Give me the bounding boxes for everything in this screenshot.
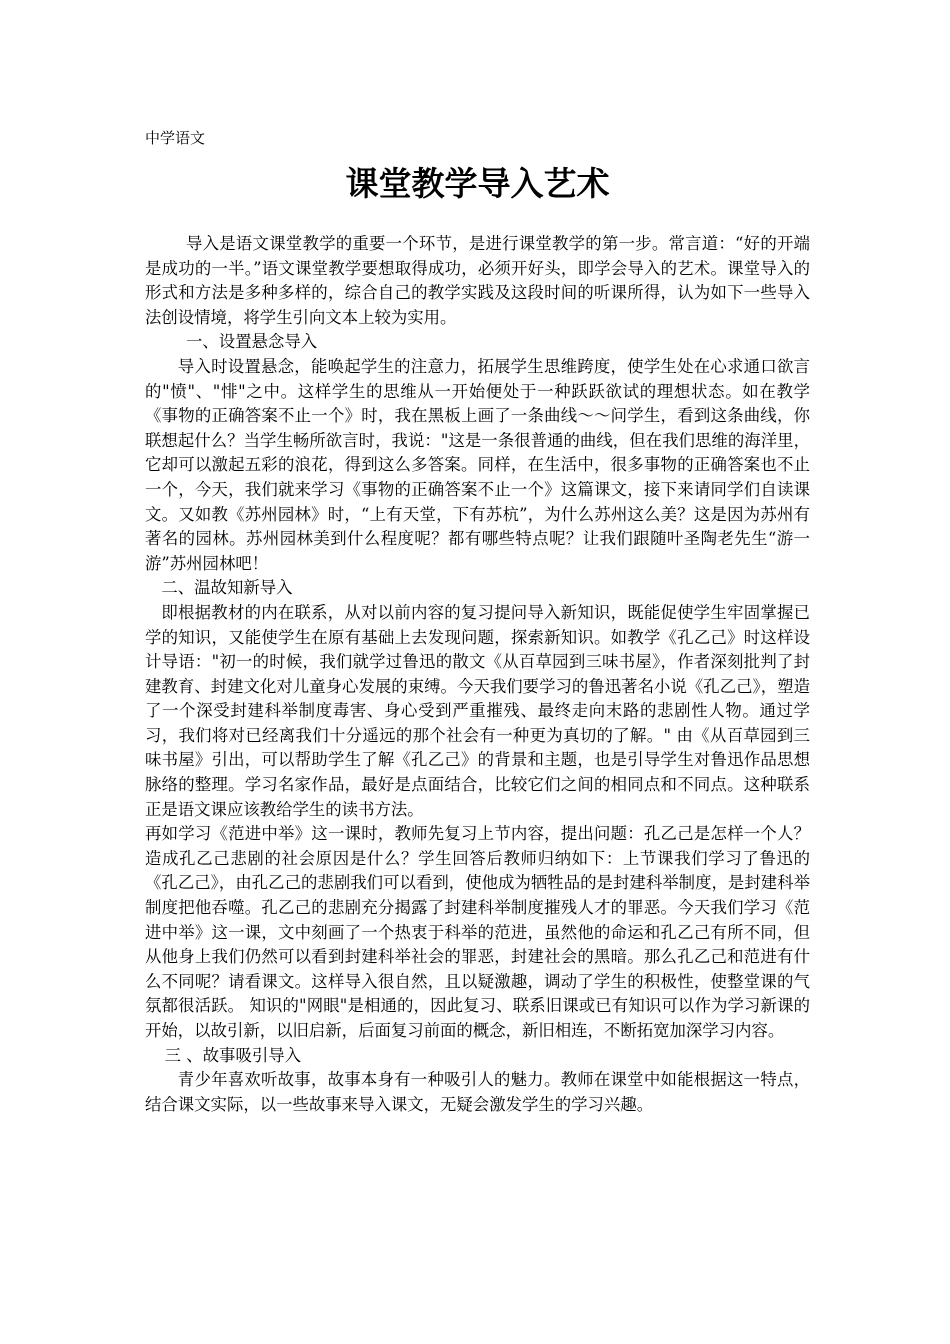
paragraph: 青少年喜欢听故事，故事本身有一种吸引人的魅力。教师在课堂中如能根据这一特点，结合课文实际，以一些故事来导入课文，无疑会激发学生的学习兴趣。	[145, 1070, 810, 1114]
paragraph: 导入时设置悬念，能唤起学生的注意力，拓展学生思维跨度，使学生处在心求通口欲言的"愤"、"悱"之中。这样学生的思维从一开始便处于一种跃跃欲试的理想状态。如在教学《事物的正确答案不止一个》时，我在黑板上画了一条曲线～～问学生，看到这条曲线，你联想起什么？当学生畅所欲言时，我说："这是一条很普通的曲线，但在我们思维的海洋里，它却可以激起五彩的浪花，得到这么多答案。同样，在生活中，很多事物的正确答案也不止一个，今天，我们就来学习《事物的正确答案不止一个》这篇课文，接下来请同学们自读课文。又如教《苏州园林》时，“上有天堂，下有苏杭”，为什么苏州这么美？这是因为苏州有著名的园林。苏州园林美到什么程度呢？都有哪些特点呢？让我们跟随叶圣陶老先生“游一游”苏州园林吧！	[145, 356, 810, 573]
paragraph: 再如学习《范进中举》这一课时，教师先复习上节内容，提出问题：孔乙己是怎样一个人？造成孔乙己悲剧的社会原因是什么？学生回答后教师归纳如下：上节课我们学习了鲁迅的《孔乙己》，由孔乙己的悲剧我们可以看到，使他成为牺牲品的是封建科举制度，是封建科举制度把他吞噬。孔乙己的悲剧充分揭露了封建科举制度摧残人才的罪恶。今天我们学习《范进中举》这一课，文中刻画了一个热衷于科举的范进，虽然他的命运和孔乙己有所不同，但从他身上我们仍然可以看到封建科举社会的罪恶，封建社会的黑暗。那么孔乙己和范进有什么不同呢？请看课文。这样导入很自然，且以疑激趣，调动了学生的积极性，使整堂课的气氛都很活跃。 知识的"网眼"是相通的，因此复习、联系旧课或已有知识可以作为学习新课的开始，以故引新，以旧启新，后面复习前面的概念，新旧相连，不断拓宽加深学习内容。	[145, 824, 810, 1040]
header-label: 中学语文	[145, 129, 206, 147]
section-heading: 二、温故知新导入	[161, 578, 293, 598]
document-page	[145, 128, 810, 1117]
section-heading: 三 、故事吸引导入	[164, 1045, 302, 1065]
document-title: 课堂教学导入艺术	[345, 164, 610, 203]
section-heading: 一、设置悬念导入	[186, 332, 318, 352]
document-body	[145, 232, 810, 1117]
paragraph: 导入是语文课堂教学的重要一个环节，是进行课堂教学的第一步。常言道：“好的开端是成功的一半。”语文课堂教学要想取得成功，必须开好头，即学会导入的艺术。课堂导入的形式和方法是多种多样的，综合自己的教学实践及这段时间的听课所得，认为如下一些导入法创设情境，将学生引向文本上较为实用。	[145, 234, 810, 327]
paragraph: 即根据教材的内在联系，从对以前内容的复习提问导入新知识，既能促使学生牢固掌握已学的知识，又能使学生在原有基础上去发现问题，探索新知识。如教学《孔乙己》时这样设计导语："初一的时候，我们就学过鲁迅的散文《从百草园到三味书屋》，作者深刻批判了封建教育、封建文化对儿童身心发展的束缚。今天我们要学习的鲁迅著名小说《孔乙己》，塑造了一个深受封建科举制度毒害、身心受到严重摧残、最终走向末路的悲剧性人物。通过学习，我们将对已经离我们十分遥远的那个社会有一种更为真切的了解。" 由《从百草园到三味书屋》引出，可以帮助学生了解《孔乙己》的背景和主题，也是引导学生对鲁迅作品思想脉络的整理。学习名家作品，最好是点面结合，比较它们之间的相同点和不同点。这种联系正是语文课应该教给学生的读书方法。	[145, 602, 810, 819]
